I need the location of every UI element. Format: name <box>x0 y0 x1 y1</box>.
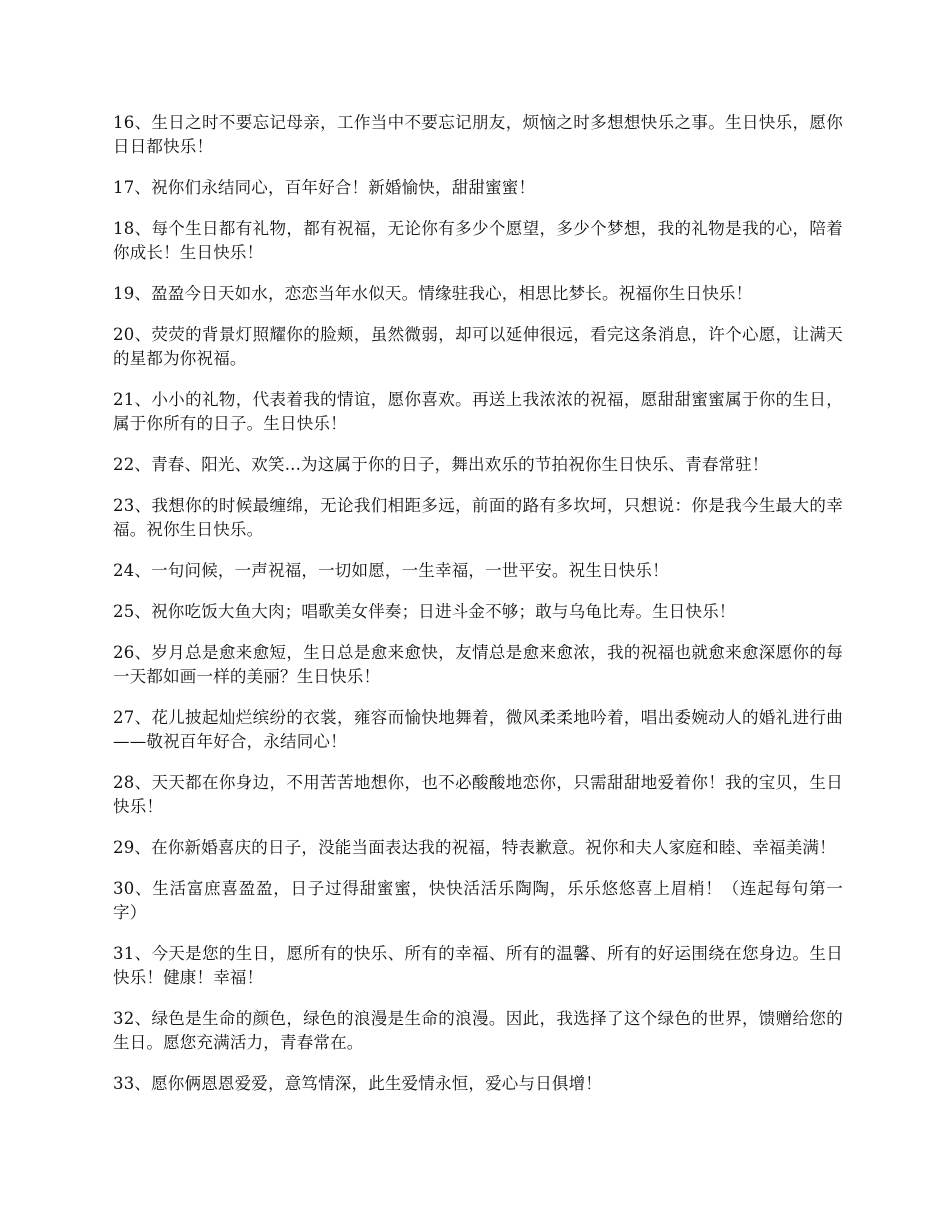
paragraph-29: 29、在你新婚喜庆的日子，没能当面表达我的祝福，特表歉意。祝你和夫人家庭和睦、幸福美满！ <box>113 838 836 857</box>
paragraph-22: 22、青春、阳光、欢笑...为这属于你的日子，舞出欢乐的节拍祝你生日快乐、青春常驻！ <box>113 455 769 474</box>
paragraph-31: 31、今天是您的生日，愿所有的快乐、所有的幸福、所有的温馨、所有的好运围绕在您身边。生日快乐！健康！幸福！ <box>113 944 843 987</box>
paragraph-33: 33、愿你俩恩恩爱爱，意笃情深，此生爱情永恒，爱心与日俱增！ <box>113 1074 602 1093</box>
paragraph-16: 16、生日之时不要忘记母亲，工作当中不要忘记朋友，烦恼之时多想想快乐之事。生日快乐，愿你日日都快乐！ <box>113 113 843 156</box>
paragraph-26: 26、岁月总是愈来愈短，生日总是愈来愈快，友情总是愈来愈浓，我的祝福也就愈来愈深愿你的每一天都如画一样的美丽？生日快乐！ <box>113 643 843 686</box>
paragraph-17: 17、祝你们永结同心，百年好合！新婚愉快，甜甜蜜蜜！ <box>113 178 536 197</box>
paragraph-23: 23、我想你的时候最缠绵，无论我们相距多远，前面的路有多坎坷，只想说：你是我今生最大的幸福。祝你生日快乐。 <box>113 496 843 539</box>
paragraph-28: 28、天天都在你身边，不用苦苦地想你，也不必酸酸地恋你，只需甜甜地爱着你！我的宝贝，生日快乐！ <box>113 773 843 816</box>
paragraph-27: 27、花儿披起灿烂缤纷的衣裳，雍容而愉快地舞着，微风柔柔地吟着，唱出委婉动人的婚礼进行曲——敬祝百年好合，永结同心！ <box>113 708 843 751</box>
paragraph-24: 24、一句问候，一声祝福，一切如愿，一生幸福，一世平安。祝生日快乐！ <box>113 561 669 580</box>
paragraph-25: 25、祝你吃饭大鱼大肉；唱歌美女伴奏；日进斗金不够；敢与乌龟比寿。生日快乐！ <box>113 602 736 621</box>
paragraph-18: 18、每个生日都有礼物，都有祝福，无论你有多少个愿望，多少个梦想，我的礼物是我的心，陪着你成长！生日快乐！ <box>113 219 843 262</box>
paragraph-30: 30、生活富庶喜盈盈，日子过得甜蜜蜜，快快活活乐陶陶，乐乐悠悠喜上眉梢！（连起每句第一字） <box>113 879 843 922</box>
paragraph-20: 20、荧荧的背景灯照耀你的脸颊，虽然微弱，却可以延伸很远，看完这条消息，许个心愿，让满天的星都为你祝福。 <box>113 325 843 368</box>
paragraph-32: 32、绿色是生命的颜色，绿色的浪漫是生命的浪漫。因此，我选择了这个绿色的世界，馈赠给您的生日。愿您充满活力，青春常在。 <box>113 1009 843 1052</box>
paragraph-21: 21、小小的礼物，代表着我的情谊，愿你喜欢。再送上我浓浓的祝福，愿甜甜蜜蜜属于你的生日，属于你所有的日子。生日快乐！ <box>113 390 843 433</box>
document-body <box>113 111 843 1113</box>
paragraph-19: 19、盈盈今日天如水，恋恋当年水似天。情缘驻我心，相思比梦长。祝福你生日快乐！ <box>113 284 753 303</box>
